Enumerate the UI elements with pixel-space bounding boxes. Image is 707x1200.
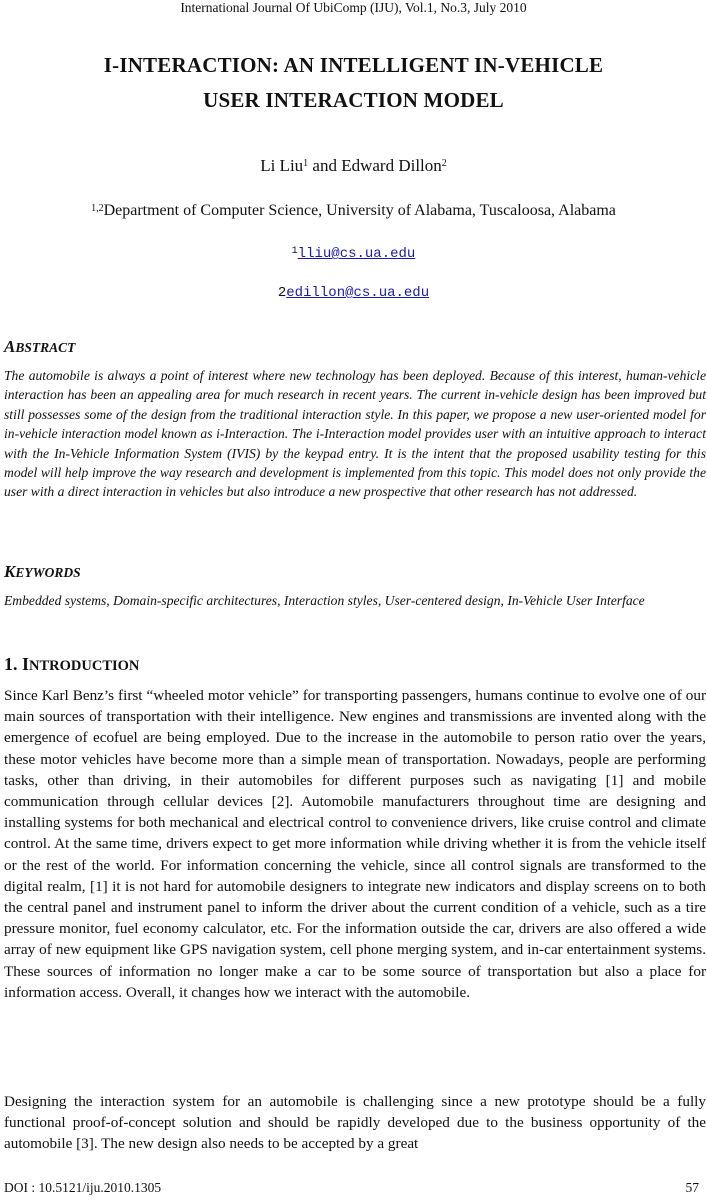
footer-doi: DOI : 10.5121/iju.2010.1305 [4,1180,162,1195]
introduction-heading-first: I [22,654,30,674]
email-2-prefix: 2 [277,285,287,301]
author-1-sup: 1 [303,158,309,169]
email-line-1 [0,245,707,263]
keywords-heading-rest: EYWORDS [15,565,81,580]
affiliation-text: Department of Computer Science, University of Alabama, Tuscaloosa, Alabama [103,202,616,219]
keywords-heading [4,562,81,583]
author-2-sup: 2 [441,158,447,169]
author-2: Edward Dillon [341,156,442,175]
email-1-sup: 1 [291,246,298,257]
paper-title [0,48,707,118]
introduction-paragraph-2: Designing the interaction system for an automobile is challenging since a new prototype should be a fully functional proof-of-concept solution and should be rapidly developed due to the business opportunity of the automobile [3]. The new design also needs to be accepted by a great [4,1093,706,1153]
email-link-2[interactable]: edillon@cs.ua.edu [286,285,430,301]
title-line-2: USER INTERACTION MODEL [203,88,504,112]
abstract-body: The automobile is always a point of interest where new technology has been deployed. Because of this interest, human-vehicle interaction has been an appealing area for much research in recent years. The current in-vehicle design has been improved but still possesses some of the design from the traditional interaction style. In this paper, we propose a new user-oriented model for in-vehicle interaction model known as i-Interaction. The i-Interaction model provides user with an intuitive approach to interact with the In-Vehicle Information System (IVIS) by the keypad entry. It is the intent that the proposed usability testing for this model will help improve the way research and development is implemented from this topic. This model does not only provide the user with a direct interaction in vehicles but also introduce a new prospective that other research has not addressed. [4,368,706,500]
email-link-1[interactable]: lliu@cs.ua.edu [297,246,416,262]
introduction-heading-num: 1. [4,654,22,674]
affiliation [0,200,707,222]
author-list [0,155,707,177]
affiliation-sup: 1,2 [91,203,104,214]
author-1: Li Liu [260,156,304,175]
running-header: International Journal Of UbiComp (IJU), Vol.1, No.3, July 2010 [180,0,527,15]
email-line-2 [0,284,707,302]
author-and: and [308,156,342,175]
abstract-heading-rest: BSTRACT [15,340,76,355]
footer-page-number: 57 [685,1180,699,1195]
title-line-1: I-INTERACTION: AN INTELLIGENT IN-VEHICLE [103,53,604,77]
abstract-heading-first: A [4,337,16,356]
introduction-heading-rest: NTRODUCTION [29,658,140,674]
introduction-paragraph-1: Since Karl Benz’s first “wheeled motor vehicle” for transporting passengers, humans continue to evolve one of our main sources of transportation with their intelligence. New engines and transmissions are invented along with the emergence of ecofuel are being employed. Due to the increase in the automobile to person ratio over the years, these motor vehicles have become more than a simple mean of transportation. Nowadays, people are performing tasks, other than driving, in their automobiles for different purposes such as navigating [1] and mobile communication through cellular devices [2]. Automobile manufacturers throughout time are designing and installing systems for both mechanical and electrical control to convenience drivers, like cruise control and climate control. At the same time, drivers expect to get more information while driving whether it is from the vehicle itself or the rest of the world. For information concerning the vehicle, since all control signals are transformed to the digital realm, [1] it is not hard for automobile designers to integrate new indicators and display screens on to both the central panel and instrument panel to inform the driver about the current condition of a vehicle, such as a tire pressure monitor, fuel economy calculator, etc. For the information outside the car, drivers are also offered a wide array of new equipment like GPS navigation system, cell phone merging system, and in-car entertainment systems. These sources of information no longer make a car to be some source of transportation but also a place for information access. Overall, it changes how we interact with the automobile. [4,687,706,1001]
introduction-heading [4,653,139,677]
keywords-body: Embedded systems, Domain-specific architectures, Interaction styles, User-centered design, In-Vehicle User Interface [4,593,645,608]
keywords-heading-first: K [4,562,16,581]
abstract-heading [4,337,75,358]
